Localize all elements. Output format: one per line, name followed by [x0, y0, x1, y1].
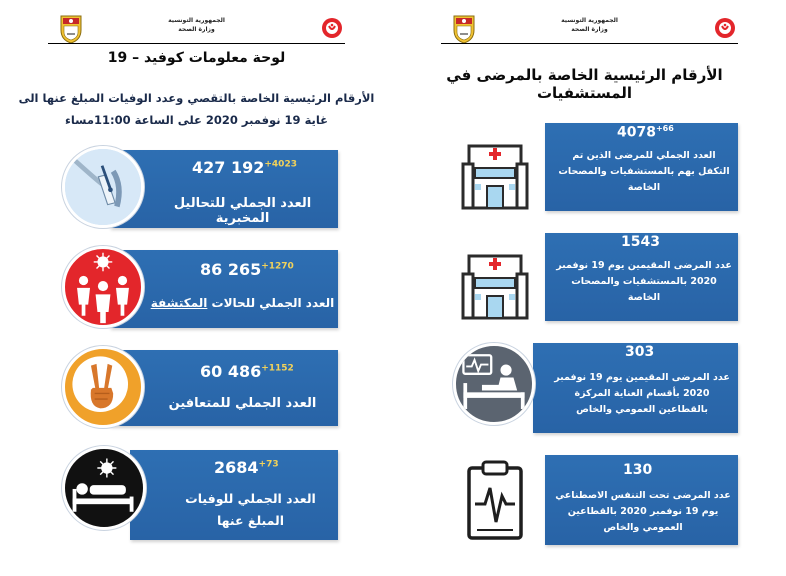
card-value: 4078: [617, 124, 656, 141]
card-label: عدد المرضى تحت التنفس الاصطناعي يوم 19 نوفمبر 2020 بالقطاعين العمومي والخاص: [555, 490, 731, 533]
card-value: 86 265: [200, 260, 262, 279]
card-value-row: [192, 158, 297, 177]
card-delta: +73: [258, 459, 279, 470]
virus-people-icon: [65, 249, 141, 325]
victory-hand-icon: [65, 349, 141, 425]
header-line2: وزارة الصحة: [571, 26, 608, 33]
card-label: العدد الجملي للمرضى الذين تم التكفل بهم بالمستشفيات والمصحات الخاصة: [558, 150, 730, 193]
card-value-row: [621, 234, 660, 250]
header-divider: [441, 43, 738, 44]
icon-circle: [62, 346, 144, 428]
header-divider: [48, 43, 345, 44]
card-value-row: [200, 362, 294, 381]
card-label: عدد المرضى المقيمين يوم 19 نوفمبر 2020 بالمستشفيات والمصحات الخاصة: [556, 260, 732, 303]
ministry-logo-icon: [321, 17, 343, 39]
card-value: 303: [625, 344, 655, 360]
card-value-row: [625, 344, 654, 360]
icon-circle: [453, 343, 535, 425]
card-label: عدد المرضى المقيمين يوم 19 نوفمبر 2020 بأقسام العناية المركزة بالقطاعين العمومي والخاص: [554, 372, 730, 415]
swab-test-icon: [65, 149, 141, 225]
card-label: [150, 296, 335, 310]
page-title: لوحة معلومات كوفيد – 19: [107, 50, 286, 66]
card-label: العدد الجملي للوفيات المبلغ عنها: [185, 491, 316, 528]
hospital-icon: [455, 250, 535, 320]
page-title: الأرقام الرئيسية الخاصة بالمرضى في المستشفيات: [446, 66, 723, 102]
icon-circle: [62, 146, 144, 228]
page-subtitle: الأرقام الرئيسية الخاصة بالتقصي وعدد الوفيات المبلغ عنها الى غاية 19 نوفمبر 2020 على الساعة 11:00مساء: [18, 91, 375, 127]
header-line1: الجمهورية التونسية: [168, 17, 225, 24]
hospital-icon: [455, 140, 535, 210]
card-value: 427 192: [192, 158, 265, 177]
patient-bed-virus-icon: [65, 449, 143, 527]
page-header: [407, 8, 772, 44]
card-value-row: [200, 260, 294, 279]
header-line2: وزارة الصحة: [178, 26, 215, 33]
icon-circle: [62, 246, 144, 328]
card-value: 1543: [621, 234, 660, 250]
card-delta: +66: [655, 124, 674, 133]
icu-bed-icon: [456, 346, 532, 422]
clipboard-ecg-icon: [465, 460, 525, 540]
card-label: العدد الجملي للمتعافين: [168, 396, 317, 411]
card-delta: +1152: [261, 363, 294, 374]
header-line1: الجمهورية التونسية: [561, 17, 618, 24]
card-value-row: [214, 458, 279, 477]
right-page: [393, 0, 786, 576]
card-value-row: [617, 124, 674, 141]
page-header: [14, 8, 379, 44]
card-label-emphasis: المكتشفة: [150, 296, 208, 310]
card-value-row: [623, 462, 652, 478]
card-delta: +1270: [261, 261, 294, 272]
card-delta: +4023: [264, 159, 297, 170]
card-label: العدد الجملي للتحاليل المخبرية: [173, 196, 312, 226]
card-value: 130: [623, 462, 653, 478]
card-value: 2684: [214, 458, 259, 477]
card-value: 60 486: [200, 362, 262, 381]
card-label-text: العدد الجملي للحالات: [211, 296, 335, 310]
ministry-logo-icon: [714, 17, 736, 39]
icon-circle: [62, 446, 146, 530]
